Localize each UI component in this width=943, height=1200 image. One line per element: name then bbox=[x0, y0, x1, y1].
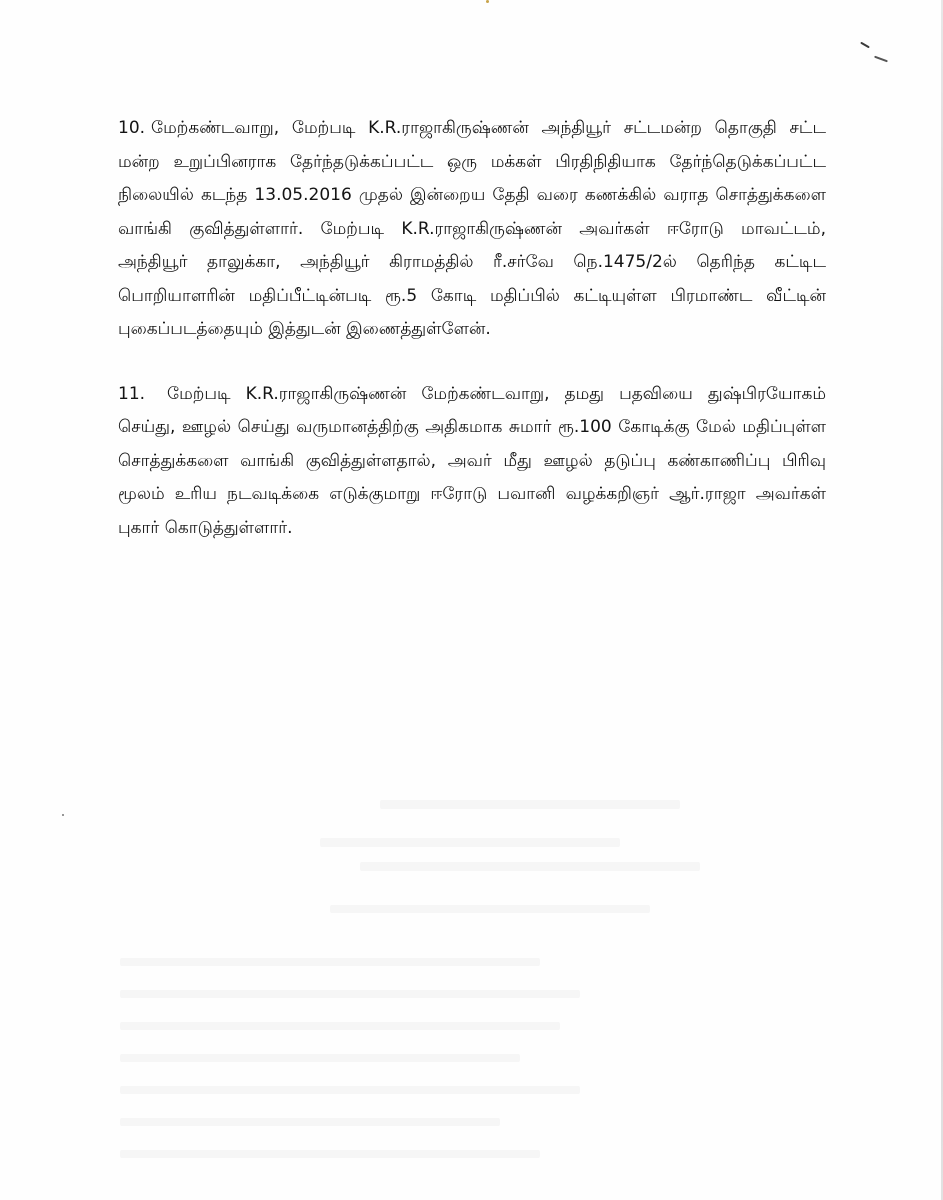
scan-mark bbox=[874, 56, 888, 63]
bleed-through bbox=[120, 1150, 540, 1158]
scan-speck bbox=[62, 814, 64, 816]
bleed-through bbox=[120, 958, 540, 966]
paragraph-text: மேற்படி K.R.ராஜாகிருஷ்ணன் மேற்கண்டவாறு, தமது பதவியை துஷ்பிரயோகம் செய்து, ஊழல் செய்து வருமானத்திற்கு அதிகமாக சுமார் ரூ.100 கோடிக்கு மேல் மதிப்புள்ள சொத்துக்களை வாங்கி குவித்துள்ளதால், அவர் மீது ஊழல் தடுப்பு கண்காணிப்பு பிரிவு மூலம் உரிய நடவடிக்கை எடுக்குமாறு ஈரோடு பவானி வழக்கறிஞர் ஆர்.ராஜா அவர்கள் புகார் கொடுத்துள்ளார். bbox=[118, 383, 826, 538]
bleed-through bbox=[120, 1118, 500, 1126]
bleed-through bbox=[380, 800, 680, 809]
paragraph-10 bbox=[118, 112, 826, 347]
paragraph-11 bbox=[118, 378, 826, 546]
bleed-through bbox=[120, 1086, 580, 1094]
bleed-through bbox=[330, 905, 650, 913]
bleed-through bbox=[120, 1054, 520, 1062]
document-body bbox=[118, 112, 826, 545]
paragraph-number: 10. bbox=[118, 118, 146, 138]
bleed-through bbox=[120, 1022, 560, 1030]
bleed-through bbox=[320, 838, 620, 847]
scan-speck bbox=[486, 0, 489, 3]
scan-mark bbox=[860, 42, 870, 49]
paragraph-number: 11. bbox=[118, 383, 146, 404]
bleed-through bbox=[120, 990, 580, 998]
bleed-through bbox=[360, 862, 700, 871]
paragraph-text: மேற்கண்டவாறு, மேற்படி K.R.ராஜாகிருஷ்ணன் அந்தியூர் சட்டமன்ற தொகுதி சட்ட மன்ற உறுப்பினராக தேர்ந்தடுக்கப்பட்ட ஒரு மக்கள் பிரதிநிதியாக தேர்ந்தெடுக்கப்பட்ட நிலையில் கடந்த 13.05.2016 முதல் இன்றைய தேதி வரை கணக்கில் வராத சொத்துக்களை வாங்கி குவித்துள்ளார். மேற்படி K.R.ராஜாகிருஷ்ணன் அவர்கள் ஈரோடு மாவட்டம், அந்தியூர் தாலுக்கா, அந்தியூர் கிராமத்தில் ரீ.சர்வே நெ.1475/2ல் தெரிந்த கட்டிட பொறியாளரின் மதிப்பீட்டின்படி ரூ.5 கோடி மதிப்பில் கட்டியுள்ள பிரமாண்ட வீட்டின் புகைப்படத்தையும் இத்துடன் இணைத்துள்ளேன். bbox=[118, 118, 826, 339]
